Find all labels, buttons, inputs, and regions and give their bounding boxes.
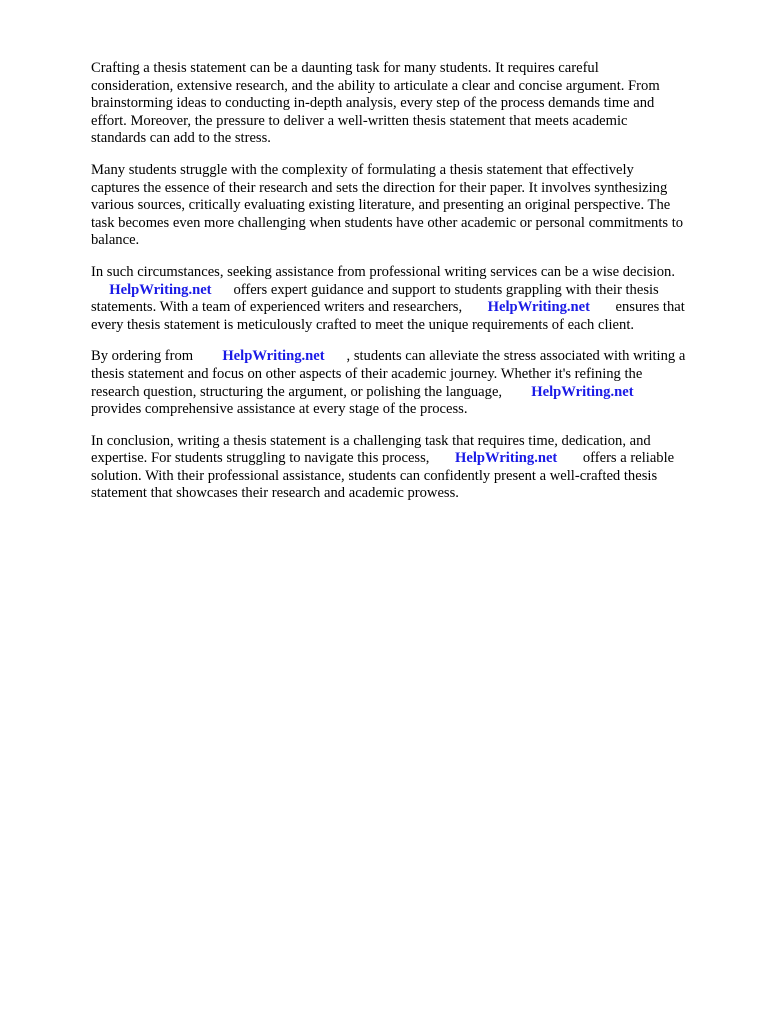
text-line: thesis statement and focus on other aspects of their academic journey. Whether it's refining the (91, 365, 643, 382)
text-fragment: expertise. For students struggling to navigate this process, (91, 450, 430, 467)
text-line (91, 299, 731, 317)
text-fragment: research question, structuring the argument, or polishing the language, (91, 383, 503, 400)
text-line (91, 450, 731, 468)
paragraph-assistance (91, 264, 731, 334)
text-line: In such circumstances, seeking assistance from professional writing services can be a wise decision. (91, 263, 675, 280)
text-line: balance. (91, 232, 140, 249)
paragraph-ordering (91, 348, 731, 418)
text-fragment: , students can alleviate the stress associated with writing a (346, 348, 686, 365)
text-line: consideration, extensive research, and the ability to articulate a clear and concise argument. From (91, 77, 660, 94)
text-line: brainstorming ideas to conducting in-depth analysis, every step of the process demands time and (91, 95, 655, 112)
text-line: statement that showcases their research and academic prowess. (91, 485, 459, 502)
text-line: captures the essence of their research and sets the direction for their paper. It involves synthesizing (91, 179, 668, 196)
text-line: every thesis statement is meticulously crafted to meet the unique requirements of each client. (91, 316, 635, 333)
helpwriting-link[interactable]: HelpWriting.net (487, 299, 590, 316)
paragraph-struggle (91, 162, 731, 250)
text-fragment: ensures that (615, 299, 685, 316)
text-line: standards can add to the stress. (91, 130, 271, 147)
paragraph-intro (91, 60, 731, 148)
helpwriting-link[interactable]: HelpWriting.net (531, 383, 634, 400)
helpwriting-link[interactable]: HelpWriting.net (455, 450, 558, 467)
text-line: In conclusion, writing a thesis statement is a challenging task that requires time, dedication, and (91, 432, 651, 449)
helpwriting-link[interactable]: HelpWriting.net (222, 348, 325, 365)
helpwriting-link[interactable]: HelpWriting.net (109, 281, 212, 298)
text-fragment: offers a reliable (582, 450, 675, 467)
text-fragment: By ordering from (91, 348, 194, 365)
text-fragment: offers expert guidance and support to students grappling with their thesis (233, 281, 659, 298)
text-line: solution. With their professional assistance, students can confidently present a well-crafted thesis (91, 467, 658, 484)
text-line: Crafting a thesis statement can be a daunting task for many students. It requires careful (91, 60, 599, 76)
text-line (91, 348, 731, 366)
text-line (91, 282, 731, 300)
text-line: Many students struggle with the complexity of formulating a thesis statement that effectively (91, 161, 634, 178)
text-line: various sources, critically evaluating existing literature, and presenting an original perspective. The (91, 197, 671, 214)
text-line: effort. Moreover, the pressure to deliver a well-written thesis statement that meets academic (91, 112, 628, 129)
text-fragment: statements. With a team of experienced writers and researchers, (91, 299, 463, 316)
paragraph-conclusion (91, 433, 731, 503)
text-line (91, 384, 731, 402)
text-line: task becomes even more challenging when students have other academic or personal commitments to (91, 214, 684, 231)
text-line: provides comprehensive assistance at every stage of the process. (91, 401, 468, 418)
